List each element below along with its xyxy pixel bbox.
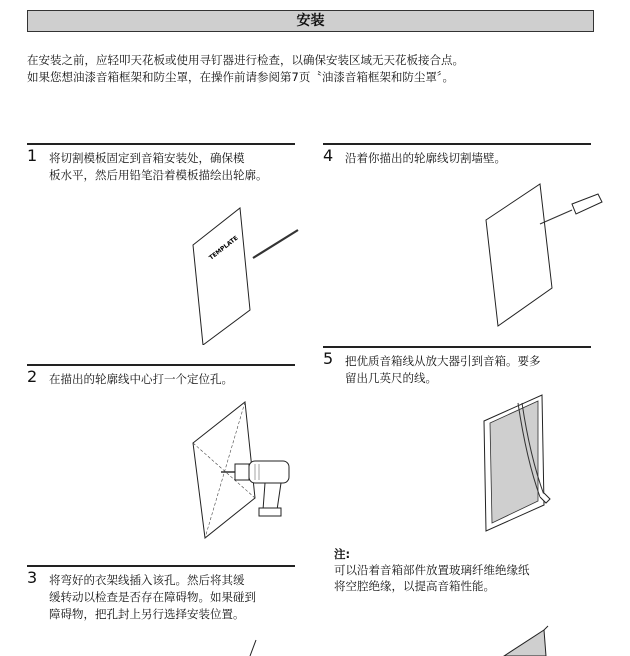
step-5-line-2: 留出几英尺的线。 xyxy=(345,371,437,385)
template-figure xyxy=(185,200,310,345)
step-4 xyxy=(323,143,591,175)
template-label: TEMPLATE xyxy=(207,234,240,262)
cut-wall-figure xyxy=(480,180,610,330)
step-1 xyxy=(27,143,295,195)
note-title: 注: xyxy=(334,547,351,561)
step-2 xyxy=(27,364,295,396)
wire-figure-partial xyxy=(230,638,270,656)
step-2-line-1: 在描出的轮廓线中心打一个定位孔。 xyxy=(49,372,233,386)
section-title: 安装 xyxy=(27,10,594,32)
step-5-line-1: 把优质音箱线从放大器引到音箱。要多 xyxy=(345,354,541,368)
step-5 xyxy=(323,346,591,398)
intro-text xyxy=(27,52,607,86)
step-3-number: 3 xyxy=(27,568,38,587)
insulation-figure-partial xyxy=(500,624,560,656)
note-block xyxy=(334,546,604,594)
step-1-number: 1 xyxy=(27,146,38,165)
note-line-2: 将空腔绝缘，以提高音箱性能。 xyxy=(334,579,495,593)
step-1-line-2: 板水平，然后用铅笔沿着模板描绘出轮廓。 xyxy=(49,168,268,182)
step-1-line-1: 将切割模板固定到音箱安装处，确保模 xyxy=(49,151,245,165)
intro-line-2: 如果您想油漆音箱框架和防尘罩，在操作前请参阅第7页〝油漆音箱框架和防尘罩〞。 xyxy=(27,70,455,84)
note-line-1: 可以沿着音箱部件放置玻璃纤维绝缘纸 xyxy=(334,563,530,577)
saw-icon xyxy=(540,194,602,224)
step-4-line-1: 沿着你描出的轮廓线切割墙壁。 xyxy=(345,151,506,165)
step-5-number: 5 xyxy=(323,349,334,368)
drill-figure xyxy=(185,398,315,543)
step-4-number: 4 xyxy=(323,146,334,165)
step-3-line-3: 障碍物，把孔封上另行选择安装位置。 xyxy=(49,607,245,621)
pencil-icon xyxy=(253,230,298,258)
step-3-line-2: 缓转动以检查是否存在障碍物。如果碰到 xyxy=(49,590,256,604)
step-3 xyxy=(27,565,295,635)
intro-line-1: 在安装之前，应轻叩天花板或使用寻钉器进行检查，以确保安装区域无天花板接合点。 xyxy=(27,53,464,67)
step-2-number: 2 xyxy=(27,367,38,386)
speaker-wire-figure xyxy=(478,393,568,538)
step-3-line-1: 将弯好的衣架线插入该孔。然后将其缓 xyxy=(49,573,245,587)
